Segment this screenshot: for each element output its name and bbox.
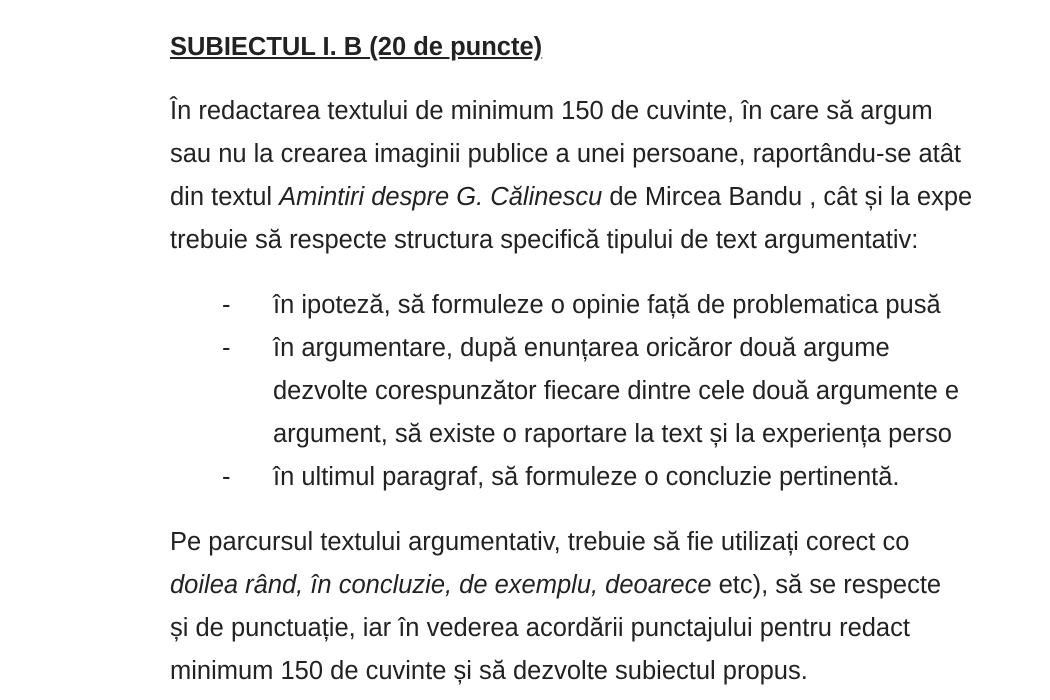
- section-heading: SUBIECTUL I. B (20 de puncte): [170, 33, 543, 61]
- intro-line-3: [170, 176, 1050, 219]
- dash-bullet: -: [222, 334, 231, 362]
- intro-line-2: sau nu la crearea imaginii publice a unei persoane, raportându-se atât: [170, 140, 961, 168]
- list-item-line: în ultimul paragraf, să formuleze o concluzie pertinentă.: [273, 463, 900, 491]
- intro-line-3-text-b: de Mircea Bandu , cât și la expe: [602, 183, 973, 211]
- list-item-line: în ipoteză, să formuleze o opinie față de problematica pusă: [273, 291, 941, 319]
- list-item: [170, 456, 1050, 499]
- outro-line-4: minimum 150 de cuvinte și să dezvolte subiectul propus.: [170, 657, 808, 685]
- intro-paragraph: [170, 90, 1050, 262]
- outro-line-2: [170, 564, 1050, 607]
- outro-paragraph: [170, 521, 1050, 693]
- list-item-line: în argumentare, după enunțarea oricăror două argume: [273, 334, 890, 362]
- list-item-line: argument, să existe o raportare la text și la experiența perso: [273, 420, 952, 448]
- document-page: [170, 26, 1050, 693]
- list-item-line: dezvolte corespunzător fiecare dintre cele două argumente e: [273, 377, 960, 405]
- outro-line-3: și de punctuație, iar în vederea acordării punctajului pentru redact: [170, 614, 910, 642]
- intro-line-3-text-a: din textul: [170, 183, 280, 211]
- connectors-italic: doilea rând, în concluzie, de exemplu, deoarece: [170, 571, 712, 599]
- requirements-list: [170, 284, 1050, 499]
- list-item: [170, 327, 1050, 456]
- text-title-italic: Amintiri despre G. Călinescu: [279, 183, 603, 211]
- dash-bullet: -: [222, 291, 231, 319]
- list-item: [170, 284, 1050, 327]
- outro-line-2-text: etc), să se respecte: [711, 571, 942, 599]
- intro-line-1: În redactarea textului de minimum 150 de cuvinte, în care să argum: [170, 97, 933, 125]
- dash-bullet: -: [222, 463, 231, 491]
- outro-line-1: Pe parcursul textului argumentativ, trebuie să fie utilizați corect co: [170, 528, 910, 556]
- intro-line-4: trebuie să respecte structura specifică tipului de text argumentativ:: [170, 226, 919, 254]
